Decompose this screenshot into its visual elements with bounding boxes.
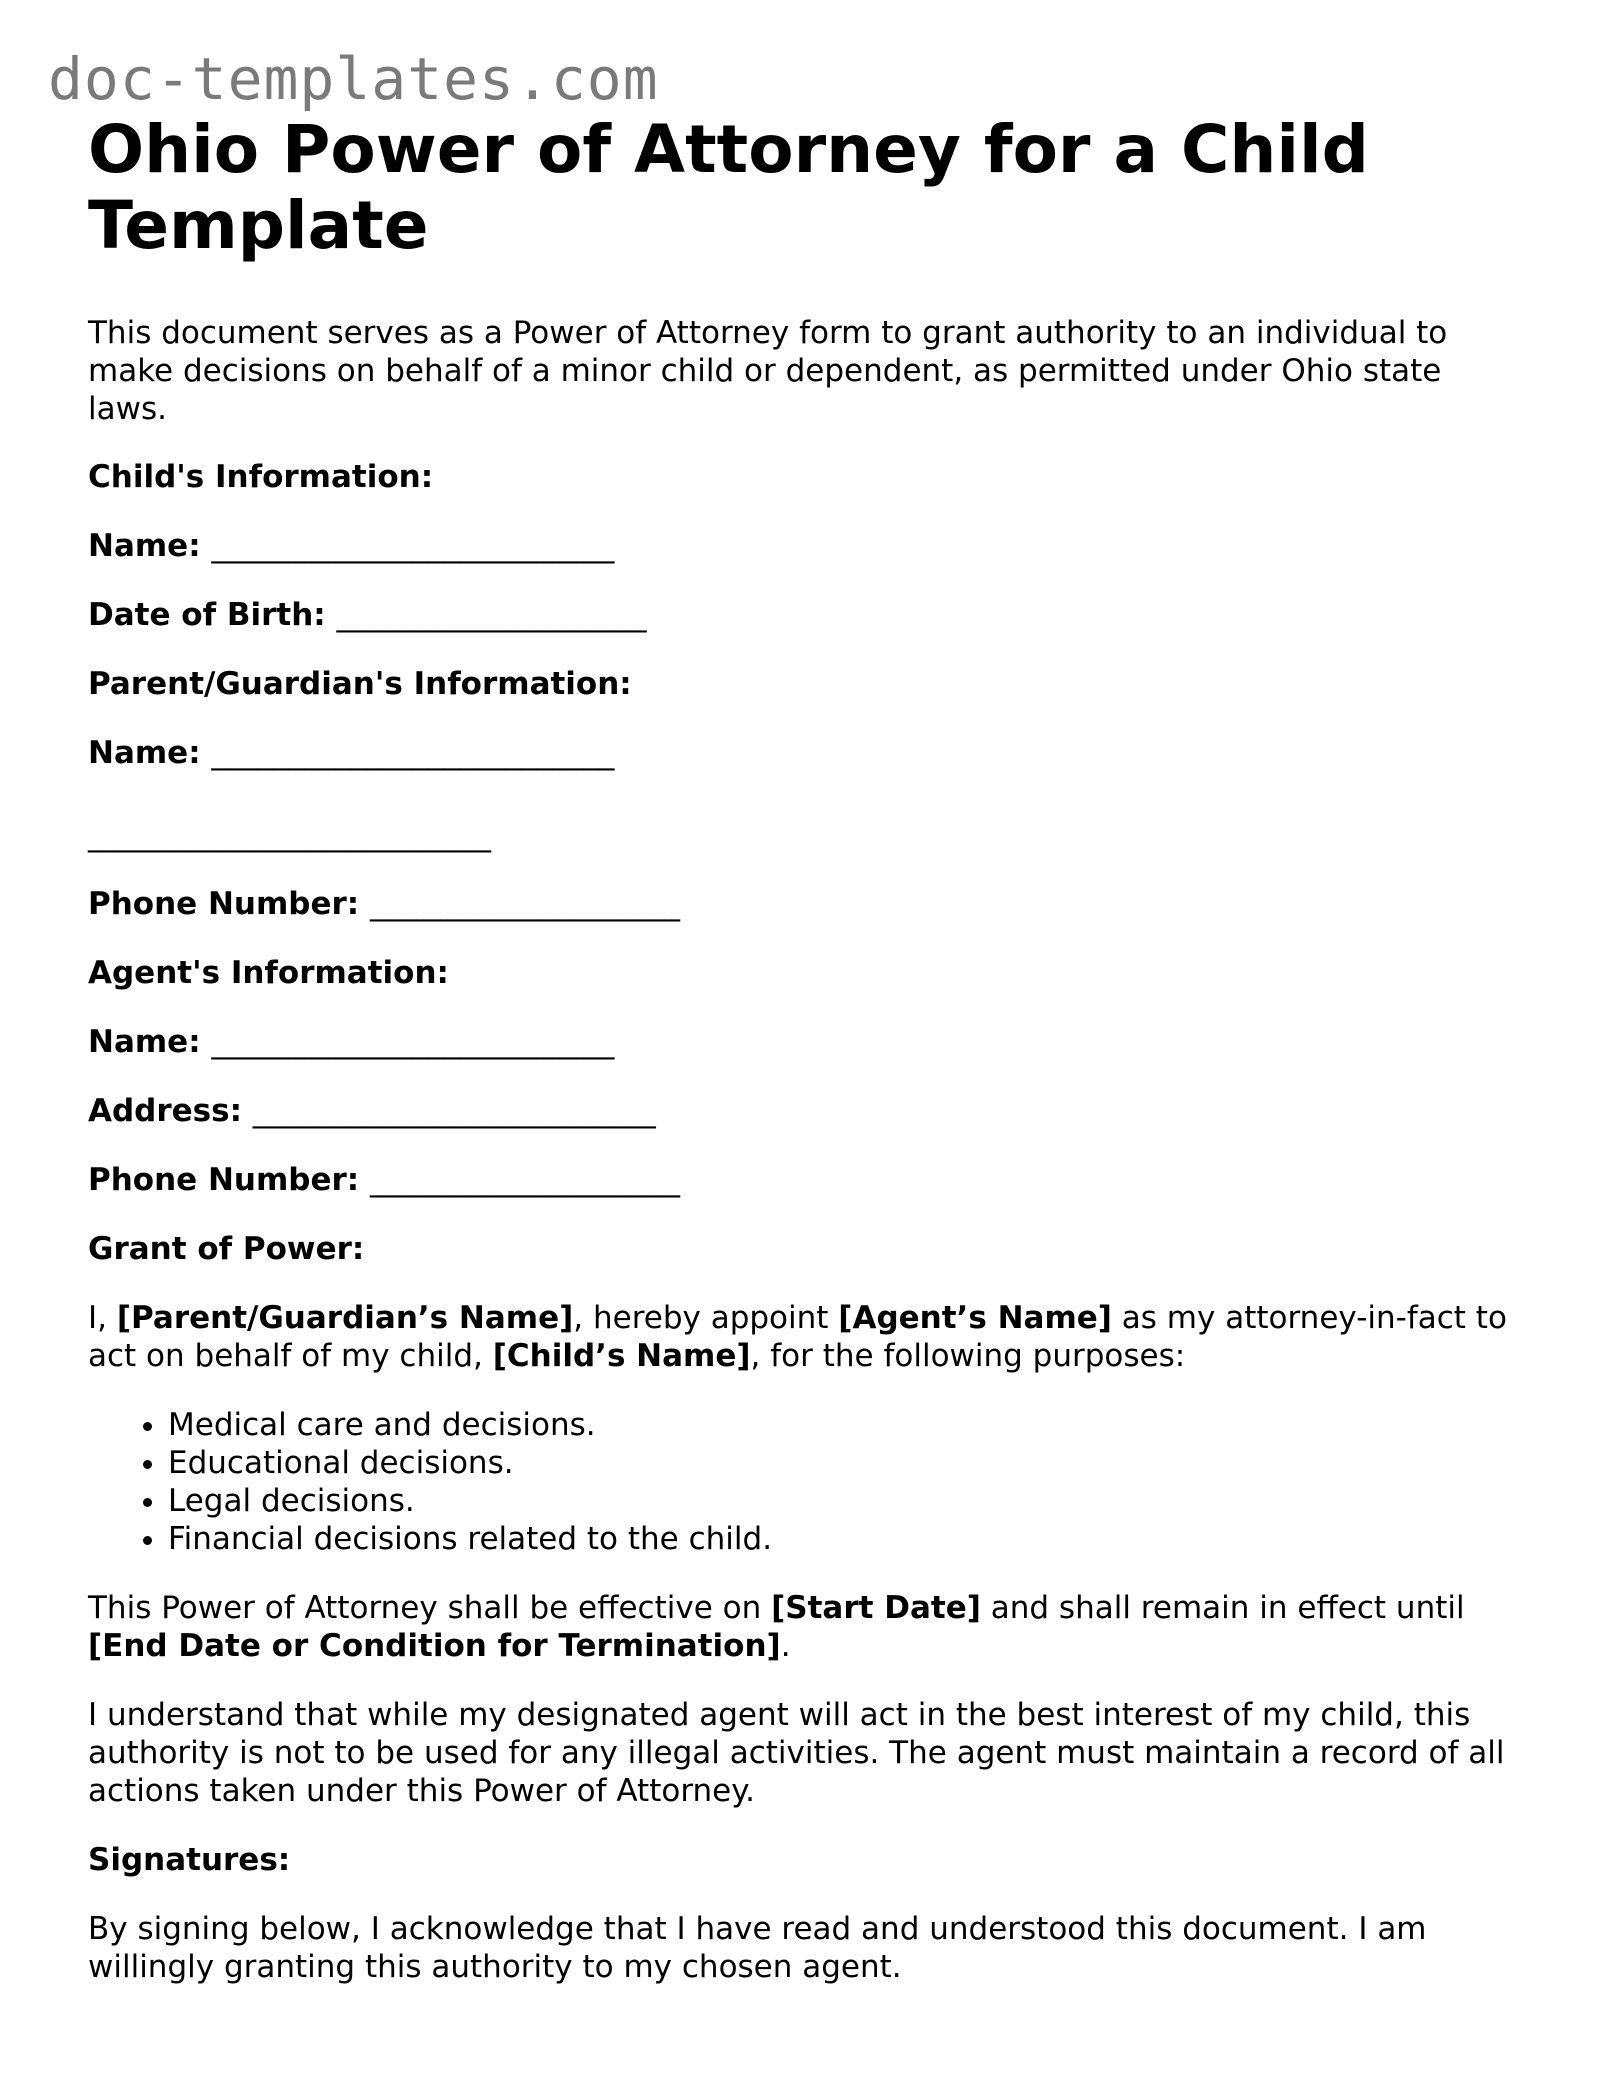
parent-name-blank[interactable]: __________________________	[211, 735, 615, 771]
grant-text-c: as my attorney-in-fact to act on behalf of my child,	[88, 1300, 1507, 1374]
start-date-placeholder: [Start Date]	[771, 1590, 981, 1626]
effective-text-a: This Power of Attorney shall be effective on	[88, 1590, 772, 1626]
agent-info-heading: Agent's Information:	[88, 955, 449, 991]
purposes-list	[88, 1406, 1528, 1558]
agent-name-placeholder: [Agent’s Name]	[838, 1300, 1112, 1336]
agent-address-field	[88, 1092, 1528, 1130]
agent-address-blank[interactable]: __________________________	[252, 1093, 656, 1129]
agent-phone-field	[88, 1161, 1528, 1199]
grant-text-d: , for the following purposes:	[750, 1338, 1186, 1374]
parent-extra-blank[interactable]: __________________________	[88, 817, 491, 853]
grant-text-a: I,	[88, 1300, 117, 1336]
effective-date-paragraph	[88, 1589, 1528, 1665]
signatures-heading: Signatures:	[88, 1842, 291, 1878]
list-item: • Financial decisions related to the child.	[168, 1520, 1528, 1558]
child-dob-label: Date of Birth:	[88, 597, 326, 633]
document-page	[88, 112, 1528, 1986]
list-item: • Legal decisions.	[168, 1482, 1528, 1520]
child-name-blank[interactable]: __________________________	[211, 528, 615, 564]
agent-name-blank[interactable]: __________________________	[211, 1024, 615, 1060]
intro-paragraph: This document serves as a Power of Attorney form to grant authority to an individual to make decisions on behalf of a minor child or dependent, as permitted under Ohio state laws.	[88, 315, 1448, 427]
agent-name-label: Name:	[88, 1024, 201, 1060]
child-name-label: Name:	[88, 528, 201, 564]
list-item: • Medical care and decisions.	[168, 1406, 1528, 1444]
agent-name-field	[88, 1023, 1528, 1061]
grant-heading: Grant of Power:	[88, 1231, 365, 1267]
agent-phone-label: Phone Number:	[88, 1162, 360, 1198]
child-info-heading: Child's Information:	[88, 459, 434, 495]
signatures-paragraph: By signing below, I acknowledge that I have read and understood this document. I am willingly granting this authority to my chosen agent.	[88, 1911, 1427, 1985]
understanding-paragraph: I understand that while my designated agent will act in the best interest of my child, this authority is not to be used for any illegal activities. The agent must maintain a record of all actions taken under this Power of Attorney.	[88, 1697, 1505, 1809]
grant-appointment-paragraph	[88, 1299, 1528, 1375]
agent-phone-blank[interactable]: ____________________	[370, 1162, 680, 1198]
parent-name-field	[88, 734, 1528, 772]
grant-text-b: , hereby appoint	[573, 1300, 839, 1336]
effective-text-b: and shall remain in effect until	[980, 1590, 1465, 1626]
end-date-placeholder: [End Date or Condition for Termination]	[88, 1628, 781, 1664]
effective-text-c: .	[780, 1628, 791, 1664]
child-name-placeholder: [Child’s Name]	[492, 1338, 751, 1374]
child-dob-field	[88, 596, 1528, 634]
parent-phone-field	[88, 885, 1528, 923]
parent-phone-label: Phone Number:	[88, 886, 360, 922]
parent-info-heading: Parent/Guardian's Information:	[88, 666, 632, 702]
child-dob-blank[interactable]: ____________________	[336, 597, 647, 633]
parent-name-label: Name:	[88, 735, 201, 771]
child-name-field	[88, 527, 1528, 565]
agent-address-label: Address:	[88, 1093, 242, 1129]
page-title: Ohio Power of Attorney for a Child Template	[88, 111, 1369, 264]
watermark: doc-templates.com	[48, 45, 659, 113]
parent-name-placeholder: [Parent/Guardian’s Name]	[116, 1300, 574, 1336]
parent-phone-blank[interactable]: ____________________	[370, 886, 680, 922]
list-item: • Educational decisions.	[168, 1444, 1528, 1482]
